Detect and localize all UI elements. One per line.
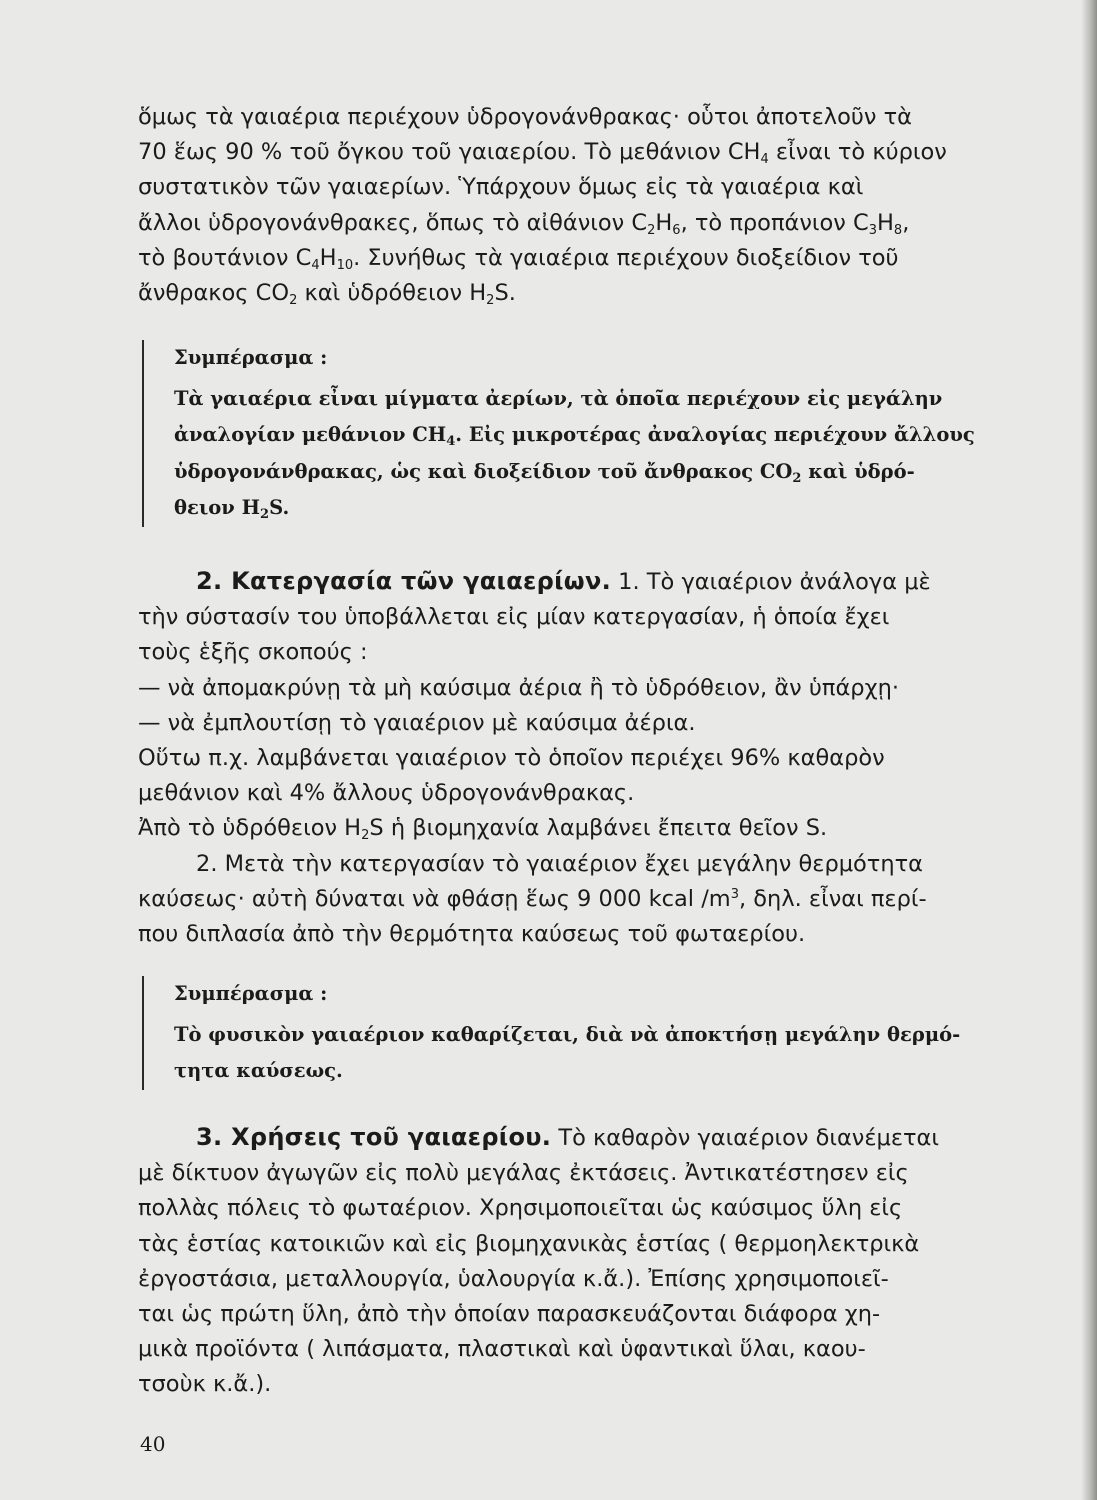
summary-body [174,1017,1040,1090]
text-line: τὸ βουτάνιον $C_4H_{10}$. Συνήθως τὰ γαιαέρια περιέχουν διοξείδιον τοῦ [138,244,899,273]
summary-heading: Συμπέρασμα : [174,346,328,369]
intro-paragraph [138,100,1010,311]
text-line: τὴν σύστασίν του ὑποβάλλεται εἰς μίαν κατεργασίαν, ἡ ὁποία ἔχει [138,604,890,631]
text-line: μικὰ προϊόντα ( λιπάσματα, πλαστικαὶ καὶ ὑφαντικαὶ ὕλαι, καου- [138,1336,866,1363]
page-number: 40 [140,1432,166,1456]
text-line: μὲ δίκτυον ἀγωγῶν εἰς πολὺ μεγάλας ἐκτάσεις. Ἀντικατέστησεν εἰς [138,1160,909,1187]
section-3-title: 3. Χρήσεις τοῦ γαιαερίου. [196,1123,552,1151]
text-line: 70 ἕως 90 % τοῦ ὄγκου τοῦ γαιαερίου. Τὸ μεθάνιον $CH_4$ εἶναι τὸ κύριον [138,139,947,168]
text-line: τητα καύσεως. [174,1059,343,1083]
text-line: ἄλλοι ὑδρογονάνθρακες, ὅπως τὸ αἰθάνιον $C_2H_6$, τὸ προπάνιον $C_3H_8$, [138,209,910,238]
summary-body [174,381,1040,527]
section-2 [138,564,1010,952]
text-line: Οὕτω π.χ. λαμβάνεται γαιαέριον τὸ ὁποῖον περιέχει 96% καθαρὸν [138,745,885,772]
text-line: Ἀπὸ τὸ ὑδρόθειον $H_2S$ ἡ βιομηχανία λαμβάνει ἔπειτα θεῖον S. [138,815,828,844]
text-line: τσοὺκ κ.ἄ.). [138,1371,272,1398]
summary-box-2 [142,976,1040,1090]
section-3 [138,1120,1010,1403]
text-line: τὰς ἑστίας κατοικιῶν καὶ εἰς βιομηχανικὰς ἑστίας ( θερμοηλεκτρικὰ [138,1230,920,1257]
text-line: ὅμως τὰ γαιαέρια περιέχουν ὑδρογονάνθρακας· οὗτοι ἀποτελοῦν τὰ [138,104,912,130]
page-edge-shadow [1081,0,1097,1500]
text-line: 2. Μετὰ τὴν κατεργασίαν τὸ γαιαέριον ἔχει μεγάλην θερμότητα [196,850,923,877]
text-line: — νὰ ἐμπλουτίσῃ τὸ γαιαέριον μὲ καύσιμα ἀέρια. [138,709,696,736]
text-line: 3. Χρήσεις τοῦ γαιαερίου. Τὸ καθαρὸν γαιαέριον διανέμεται [196,1123,939,1151]
text-line: θειον $H_2S$. [174,496,290,523]
text-line: ἀναλογίαν μεθάνιον $CH_4$. Εἰς μικροτέρας ἀναλογίας περιέχουν ἄλλους [174,423,975,450]
text-line: 2. Κατεργασία τῶν γαιαερίων. 1. Τὸ γαιαέριον ἀνάλογα μὲ [196,567,931,595]
text-line: Τὰ γαιαέρια εἶναι μίγματα ἀερίων, τὰ ὁποῖα περιέχουν εἰς μεγάλην [174,386,943,410]
text-line: ἐργοστάσια, μεταλλουργία, ὑαλουργία κ.ἄ.). Ἐπίσης χρησιμοποιεῖ- [138,1265,889,1292]
text-line: Τὸ φυσικὸν γαιαέριον καθαρίζεται, διὰ νὰ ἀποκτήσῃ μεγάλην θερμό- [174,1022,961,1046]
text-line: ἄνθρακος $CO_2$ καὶ ὑδρόθειον $H_2S$. [138,280,516,309]
text-line: τοὺς ἑξῆς σκοπούς : [138,639,368,666]
text-line: που διπλασία ἀπὸ τὴν θερμότητα καύσεως τοῦ φωταερίου. [138,921,806,948]
summary-box-1 [142,340,1040,527]
text-line: ὑδρογονάνθρακας, ὡς καὶ διοξείδιον τοῦ ἄνθρακος $CO_2$ καὶ ὑδρό- [174,459,915,486]
summary-heading: Συμπέρασμα : [174,982,328,1005]
text-line: ται ὡς πρώτη ὕλη, ἀπὸ τὴν ὁποίαν παρασκευάζονται διάφορα χη- [138,1301,881,1328]
text-line: πολλὰς πόλεις τὸ φωταέριον. Χρησιμοποιεῖται ὡς καύσιμος ὕλη εἰς [138,1195,903,1222]
text-line: καύσεως· αὐτὴ δύναται νὰ φθάσῃ ἕως 9 000 kcal $/m^3$, δηλ. εἶναι περί- [138,885,927,912]
text-line: — νὰ ἀπομακρύνῃ τὰ μὴ καύσιμα ἀέρια ἢ τὸ ὑδρόθειον, ἂν ὑπάρχῃ· [138,674,899,701]
text-line: μεθάνιον καὶ 4% ἄλλους ὑδρογονάνθρακας. [138,780,635,807]
text-line: συστατικὸν τῶν γαιαερίων. Ὑπάρχουν ὅμως εἰς τὰ γαιαέρια καὶ [138,174,864,201]
section-2-title: 2. Κατεργασία τῶν γαιαερίων. [196,567,612,595]
